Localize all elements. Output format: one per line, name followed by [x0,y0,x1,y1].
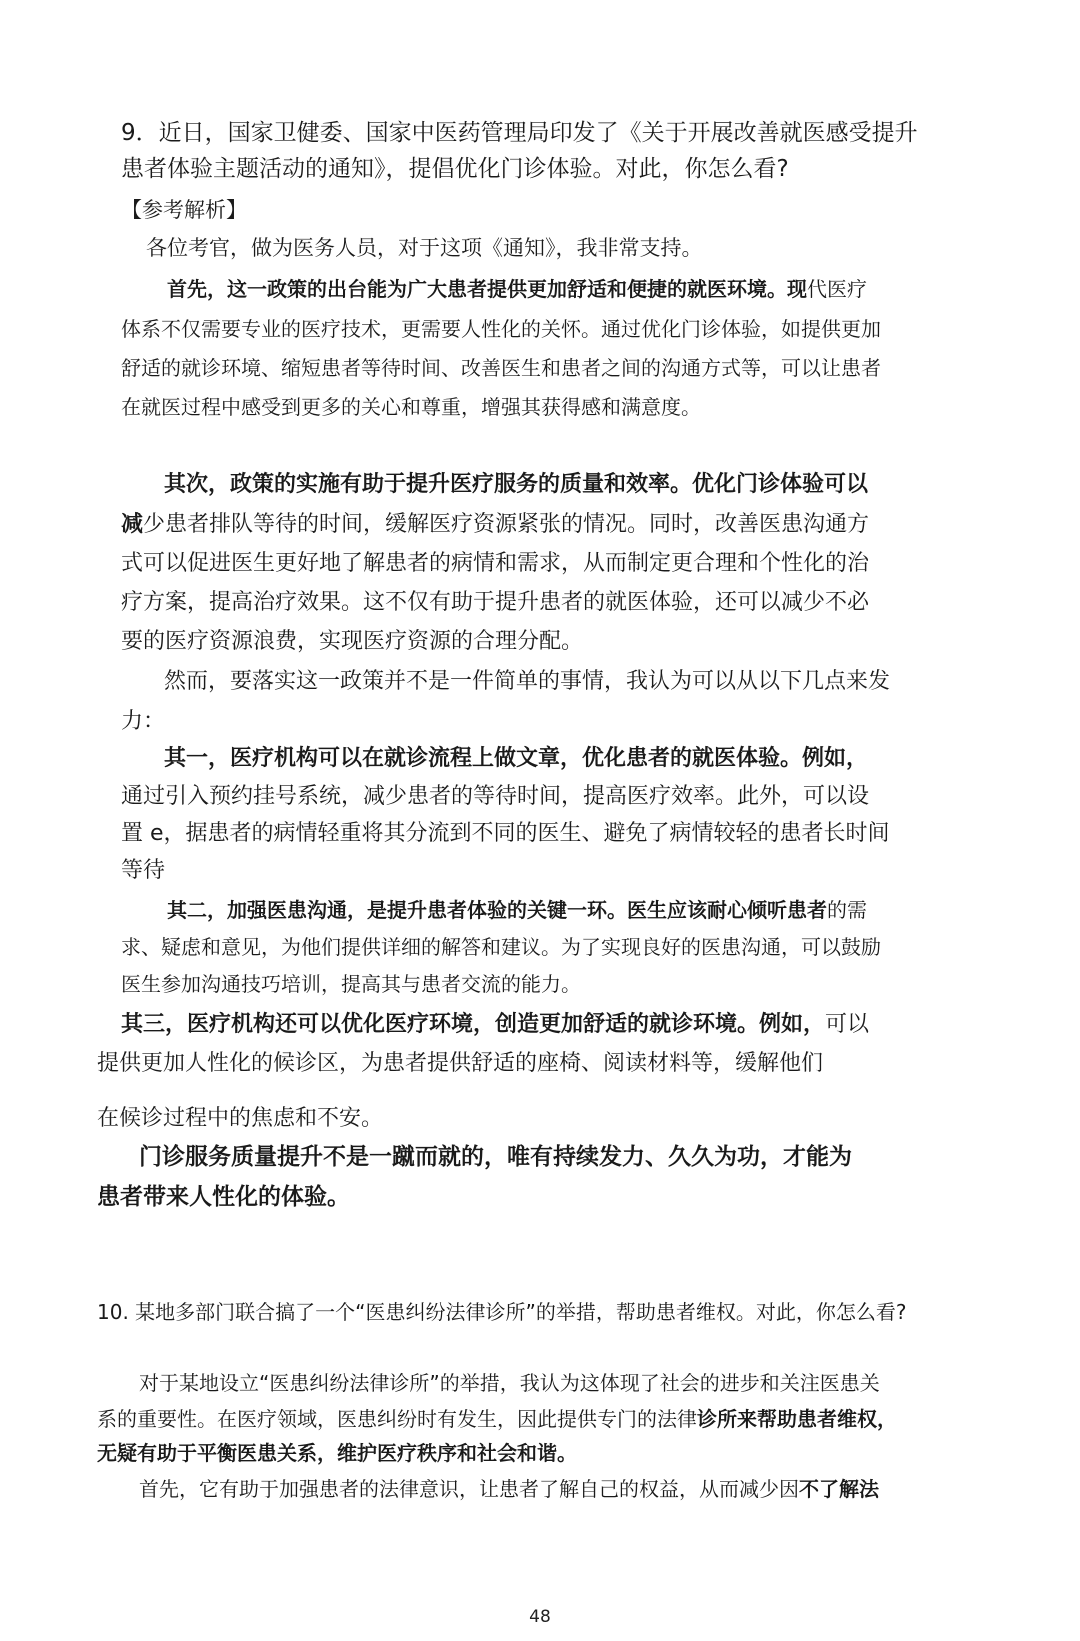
question-10: 10. 某地多部门联合搞了一个“医患纠纷法律诊所”的举措，帮助患者维权。对此，你怎么看? [97,1300,907,1324]
paragraph-2-line-3: 式可以促进医生更好地了解患者的病情和需求，从而制定更合理和个性化的治 [121,551,870,576]
paragraph-2-lead: 其次，政策的实施有助于提升医疗服务的质量和效率。优化门诊体验可以 [164,472,869,497]
q10-paragraph-1-line-3: 无疑有助于平衡医患关系，维护医疗秩序和社会和谐。 [97,1441,577,1465]
paragraph-6-line-1: 其三，医疗机构还可以优化医疗环境，创造更加舒适的就诊环境。例如，可以 [121,1012,870,1037]
question-9-line-2: 患者体验主题活动的通知》，提倡优化门诊体验。对此，你怎么看? [121,156,789,182]
paragraph-2-line-4: 疗方案，提高治疗效果。这不仅有助于提升患者的就医体验，还可以减少不必 [121,590,870,615]
paragraph-4-line-4: 等待 [121,858,166,883]
answer-intro: 各位考官，做为医务人员，对于这项《通知》，我非常支持。 [146,236,703,260]
paragraph-3-line-1: 然而，要落实这一政策并不是一件简单的事情，我认为可以从以下几点来发 [164,669,891,694]
paragraph-2-line-5: 要的医疗资源浪费，实现医疗资源的合理分配。 [121,629,584,654]
q10-paragraph-1-line-1: 对于某地设立“医患纠纷法律诊所”的举措，我认为这体现了社会的进步和关注医患关 [139,1371,880,1395]
conclusion-line-1: 门诊服务质量提升不是一蹴而就的，唯有持续发力、久久为功，才能为 [139,1144,852,1170]
q10-paragraph-2-line-1: 首先，它有助于加强患者的法律意识，让患者了解自己的权益，从而减少因不了解法 [139,1477,879,1501]
paragraph-1-line-2: 体系不仅需要专业的医疗技术，更需要人性化的关怀。通过优化门诊体验，如提供更加 [121,317,881,341]
paragraph-2-line-2: 减少患者排队等待的时间，缓解医疗资源紧张的情况。同时，改善医患沟通方 [121,512,870,537]
paragraph-1-line-3: 舒适的就诊环境、缩短患者等待时间、改善医生和患者之间的沟通方式等，可以让患者 [121,356,881,380]
paragraph-5-line-2: 求、疑虑和意见，为他们提供详细的解答和建议。为了实现良好的医患沟通，可以鼓励 [121,935,881,959]
paragraph-1-line-1 [167,273,867,302]
paragraph-4-line-2: 通过引入预约挂号系统，减少患者的等待时间，提高医疗效率。此外，可以设 [121,784,870,809]
paragraph-6-line-2: 提供更加人性化的候诊区，为患者提供舒适的座椅、阅读材料等，缓解他们 [97,1051,824,1076]
conclusion-line-2: 患者带来人性化的体验。 [97,1184,350,1210]
question-9-line-1: 9．近日，国家卫健委、国家中医药管理局印发了《关于开展改善就医感受提升 [121,120,918,146]
paragraph-1-lead: 首先，这一政策的出台能为广大患者提供更加舒适和便捷的就医环境。现 [167,277,807,301]
q10-paragraph-1-line-2: 系的重要性。在医疗领域，医患纠纷时有发生，因此提供专门的法律诊所来帮助患者维权， [97,1407,897,1431]
paragraph-4-line-3: 置 e，据患者的病情轻重将其分流到不同的医生、避免了病情较轻的患者长时间 [121,821,890,846]
page-number: 48 [529,1607,551,1627]
paragraph-1-line-4: 在就医过程中感受到更多的关心和尊重，增强其获得感和满意度。 [121,395,701,419]
paragraph-5-line-3: 医生参加沟通技巧培训，提高其与患者交流的能力。 [121,972,581,996]
paragraph-6-line-3: 在候诊过程中的焦虑和不安。 [97,1106,384,1131]
reference-heading: 【参考解析】 [121,198,247,222]
paragraph-3-line-2: 力： [121,709,166,734]
paragraph-5-line-1: 其二，加强医患沟通，是提升患者体验的关键一环。医生应该耐心倾听患者的需 [167,898,867,922]
paragraph-1-lead-rest: 代医疗 [807,277,867,301]
paragraph-4-lead: 其一，医疗机构可以在就诊流程上做文章，优化患者的就医体验。例如， [164,746,869,771]
